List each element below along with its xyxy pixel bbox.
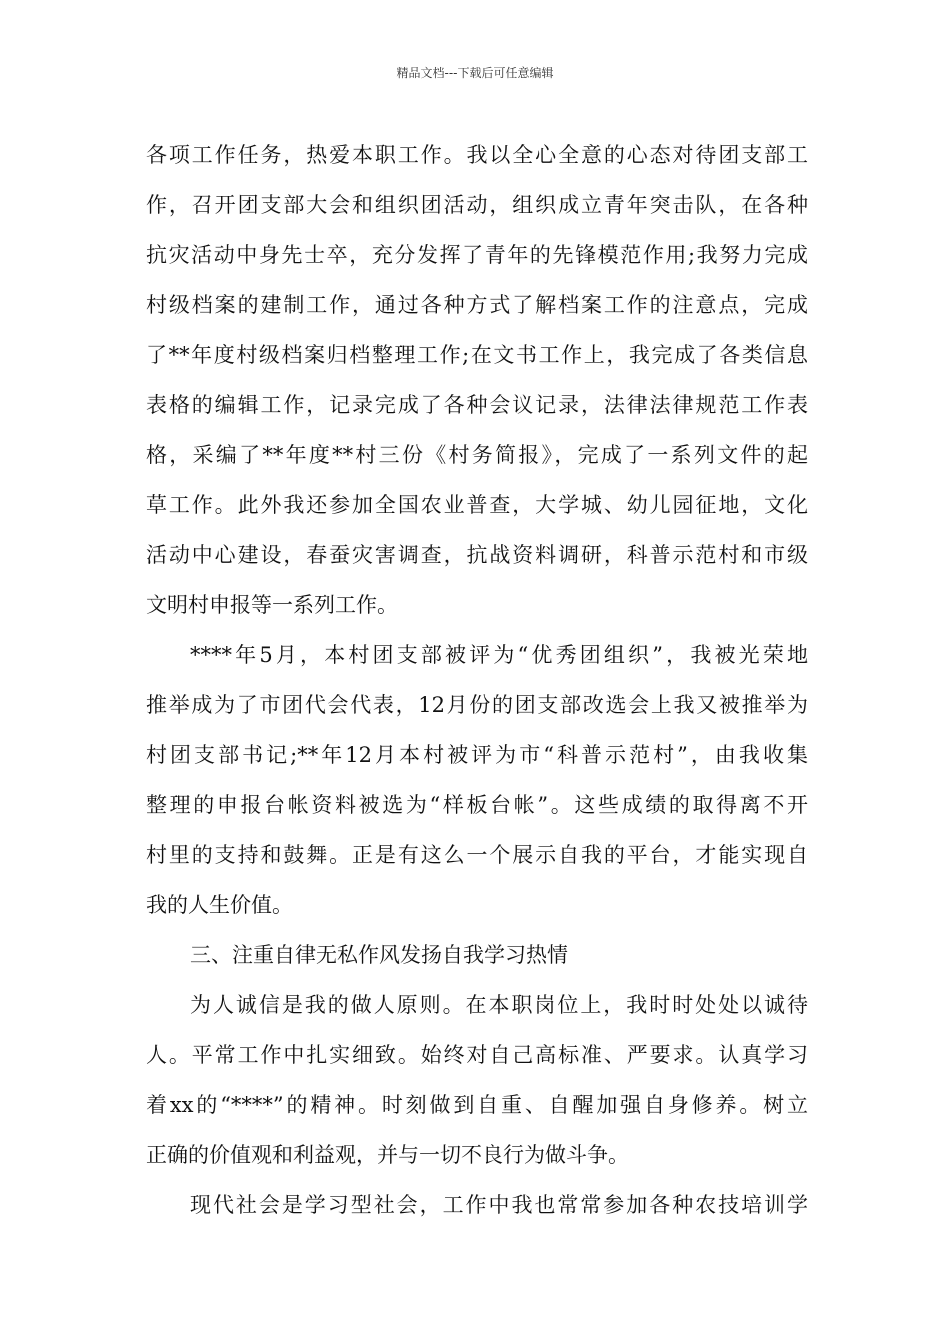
paragraph-learning [146,1180,808,1230]
section-heading [146,930,808,980]
text-line: 着xx的“****”的精神。时刻做到自重、自醒加强自身修养。树立 [146,1093,808,1117]
text-line: 作，召开团支部大会和组织团活动，组织成立青年突击队，在各种 [146,193,808,217]
text-line: 抗灾活动中身先士卒，充分发挥了青年的先锋模范作用;我努力完成 [146,243,808,267]
text-line: 活动中心建设，春蚕灾害调查，抗战资料调研，科普示范村和市级 [146,543,808,567]
paragraph-integrity [146,980,808,1180]
page-header: 精品文档---下载后可任意编辑 [396,66,554,80]
paragraph-work-tasks [146,130,808,630]
text-line: 现代社会是学习型社会，工作中我也常常参加各种农技培训学 [190,1193,808,1217]
document-body [146,130,808,1230]
text-line: 推举成为了市团代会代表，12月份的团支部改选会上我又被推举为 [146,693,808,717]
text-line: ****年5月，本村团支部被评为“优秀团组织”，我被光荣地 [190,643,808,667]
text-line: 村级档案的建制工作，通过各种方式了解档案工作的注意点，完成 [146,293,808,317]
text-line: 表格的编辑工作，记录完成了各种会议记录，法律法律规范工作表 [146,393,808,417]
text-line: 人。平常工作中扎实细致。始终对自己高标准、严要求。认真学习 [146,1043,808,1067]
text-line: 各项工作任务，热爱本职工作。我以全心全意的心态对待团支部工 [146,143,808,167]
text-line: 整理的申报台帐资料被选为“样板台帐”。这些成绩的取得离不开 [146,793,808,817]
text-line: 格，采编了**年度**村三份《村务简报》，完成了一系列文件的起 [146,443,808,467]
paragraph-honors [146,630,808,930]
text-line: 了**年度村级档案归档整理工作;在文书工作上，我完成了各类信息 [146,343,808,367]
text-line: 村团支部书记;**年12月本村被评为市“科普示范村”，由我收集 [146,743,808,767]
text-line: 村里的支持和鼓舞。正是有这么一个展示自我的平台，才能实现自 [146,843,808,867]
text-line: 我的人生价值。 [146,893,293,917]
section-heading-text: 三、注重自律无私作风发扬自我学习热情 [190,943,568,967]
text-line: 为人诚信是我的做人原则。在本职岗位上，我时时处处以诚待 [190,993,808,1017]
text-line: 正确的价值观和利益观，并与一切不良行为做斗争。 [146,1143,629,1167]
text-line: 文明村申报等一系列工作。 [146,593,398,617]
text-line: 草工作。此外我还参加全国农业普查，大学城、幼儿园征地，文化 [146,493,808,517]
